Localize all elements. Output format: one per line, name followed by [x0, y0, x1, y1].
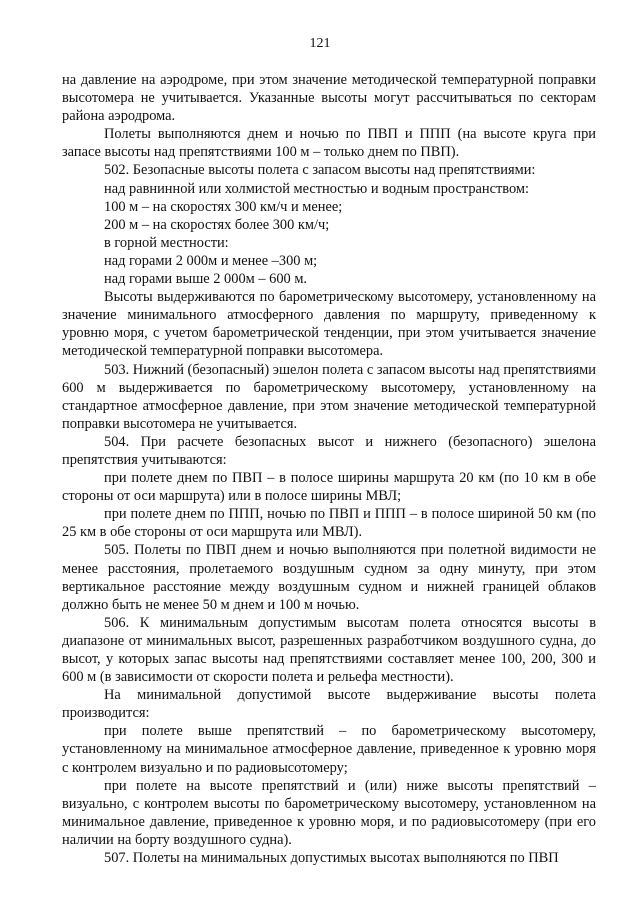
paragraph: 502. Безопасные высоты полета с запасом высоты над препятствиями: — [104, 162, 536, 179]
paragraph: при полете выше препятствий – по барометрическому высотомеру, установленному на минимальное атмосферное давление, приведенное к уровню моря с контролем визуально и по радиовысотомеру; — [62, 723, 596, 776]
paragraph: 200 м – на скоростях более 300 км/ч; — [104, 216, 330, 233]
paragraph: Полеты выполняются днем и ночью по ПВП и ППП (на высоте круга при запасе высоты над препятствиями 100 м – только днем по ПВП). — [62, 126, 596, 161]
paragraph: 505. Полеты по ПВП днем и ночью выполняются при полетной видимости не менее расстояния, пролетаемого воздушным судном за одну минуту, при этом вертикальное расстояние между воздушным судном и нижней границей облаков должно быть не менее 50 м днем и 100 м ночью. — [62, 542, 596, 613]
paragraph: 503. Нижний (безопасный) эшелон полета с запасом высоты над препятствиями 600 м выдерживается по барометрическому высотомеру, установленному на стандартное атмосферное давление, при этом значение методической температурной поправки высотомера не учитывается. — [62, 361, 596, 432]
paragraph: 507. Полеты на минимальных допустимых высотах выполняются по ПВП — [104, 850, 559, 867]
paragraph: при полете на высоте препятствий и (или) ниже высоты препятствий – визуально, с контролем высоты по барометрическому высотомеру, установленном на минимальное давление, приведенное к уровню моря, и по радиовысотомеру (при его наличии на борту воздушного судна). — [62, 777, 596, 848]
page-number: 121 — [309, 36, 331, 51]
paragraph: над горами выше 2 000м – 600 м. — [104, 271, 308, 288]
paragraph: над равнинной или холмистой местностью и водным пространством: — [104, 180, 530, 197]
paragraph: над горами 2 000м и менее –300 м; — [104, 252, 318, 269]
paragraph: На минимальной допустимой высоте выдерживание высоты полета производится: — [62, 687, 596, 722]
paragraph: на давление на аэродроме, при этом значение методической температурной поправки высотомера не учитывается. Указанные высоты могут рассчитываться по секторам района аэродрома. — [62, 72, 596, 125]
paragraph: при полете днем по ПВП – в полосе ширины маршрута 20 км (по 10 км в обе стороны от оси маршрута) или в полосе ширины МВЛ; — [62, 470, 596, 505]
paragraph: 506. К минимальным допустимым высотам полета относятся высоты в диапазоне от минимальных высот, разрешенных разработчиком воздушного судна, до высот, у которых запас высоты над препятствиями составляет менее 100, 200, 300 и 600 м (в зависимости от скорости полета и рельефа местности). — [62, 614, 596, 686]
paragraph: 100 м – на скоростях 300 км/ч и менее; — [104, 198, 343, 215]
body-text — [62, 71, 596, 867]
paragraph: 504. При расчете безопасных высот и нижнего (безопасного) эшелона препятствия учитываются: — [62, 433, 596, 468]
paragraph: в горной местности: — [104, 234, 229, 251]
paragraph: при полете днем по ППП, ночью по ПВП и ППП – в полосе шириной 50 км (по 25 км в обе стороны от оси маршрута или МВЛ). — [62, 506, 596, 541]
paragraph: Высоты выдерживаются по барометрическому высотомеру, установленному на значение минимального атмосферного давления по маршруту, приведенному к уровню моря, с учетом барометрической тенденции, при этом учитывается значение методической температурной поправки высотомера. — [62, 289, 596, 360]
